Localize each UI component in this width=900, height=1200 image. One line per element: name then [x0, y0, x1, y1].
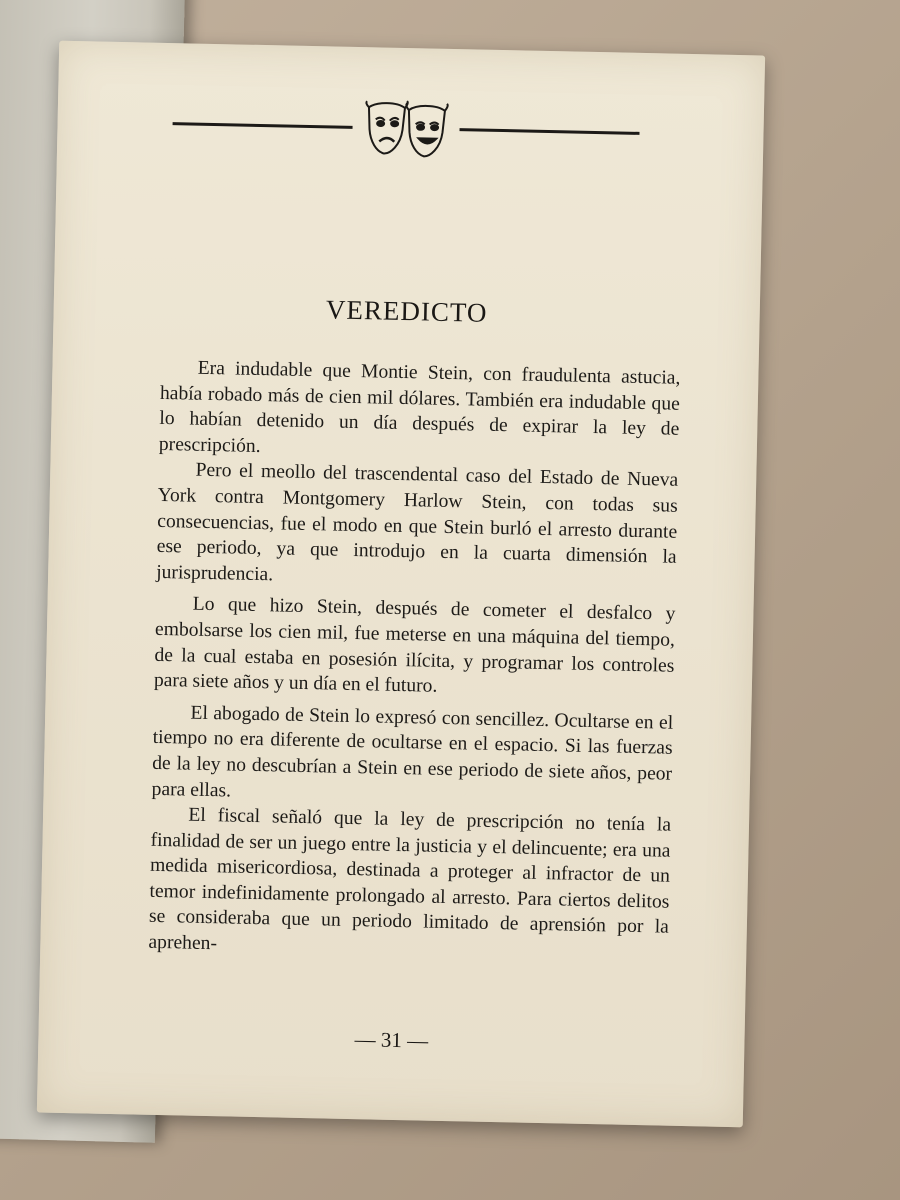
paragraph: El fiscal señaló que la ley de prescripción no tenía la finalidad de ser un juego entre la justicia y el delincuente; era una medida misericordiosa, destinada a proteger al infractor de un temor indefinidamente prolongado al arresto. Para ciertos delitos se consideraba que un periodo limitado de aprensión por la aprehen-	[148, 804, 672, 955]
paragraph: Lo que hizo Stein, después de cometer el desfalco y embolsarse los cien mil, fue meterse en una máquina del tiempo, de la cual estaba en posesión ilícita, y programar los controles para siete años y un día en el futuro.	[153, 593, 676, 697]
chapter-title: VEREDICTO	[325, 294, 488, 328]
theater-masks-icon	[362, 99, 451, 159]
book-page	[37, 41, 765, 1128]
paragraph: Pero el meollo del trascendental caso del Estado de Nueva York contra Montgomery Harlow Stein, con todas sus consecuencias, fue el modo en que Stein burló el arresto durante ese periodo, ya que introdujo en la cuarta dimensión la jurisprudencia.	[155, 460, 679, 586]
header-ornament	[57, 93, 764, 168]
chapter-body	[148, 355, 680, 966]
paragraph: El abogado de Stein lo expresó con sencillez. Ocultarse en el tiempo no era diferente de ocultarse en el espacio. Si las fuerzas de la ley no descubrían a Stein en ese periodo de siete años, peor para ellas.	[151, 702, 674, 801]
page-number: — 31 —	[354, 1027, 429, 1053]
ornament-rule-left	[173, 122, 353, 129]
ornament-rule-right	[459, 128, 639, 135]
paragraph: Era indudable que Montie Stein, con fraudulenta astucia, había robado más de cien mil dólares. También era indudable que lo habían detenido un día después de expirar la ley de prescripción.	[158, 357, 681, 457]
